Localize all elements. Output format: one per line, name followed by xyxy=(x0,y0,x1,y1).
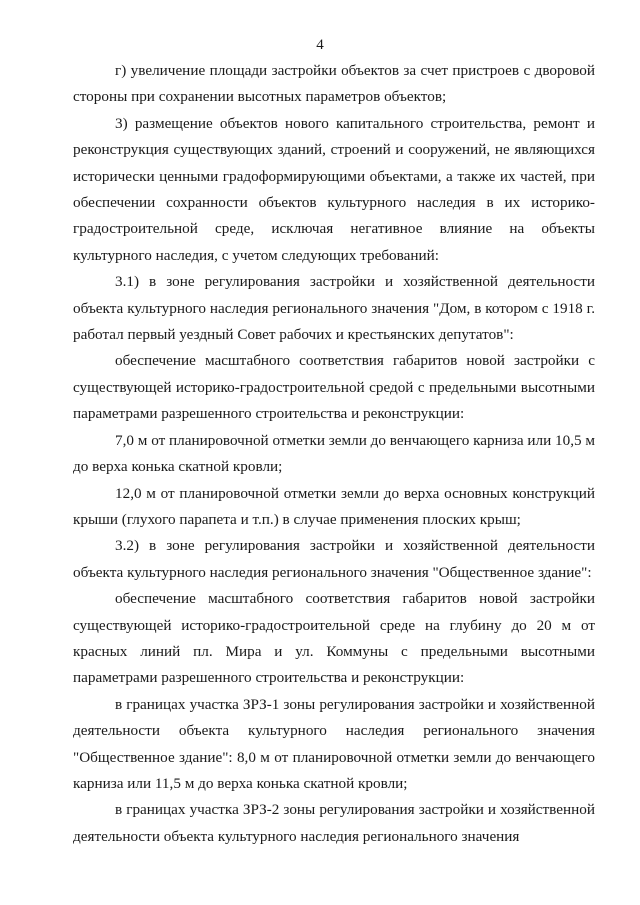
paragraph-3-new-construction: 3) размещение объектов нового капитального строительства, ремонт и реконструкция существующих зданий, строений и сооружений, не являющихся исторически ценными градоформирующими объектами, а также их частей, при обеспечении сохранности объектов культурного наследия в их историко-градостроительной среде, исключая негативное влияние на объекты культурного наследия, с учетом следующих требований: xyxy=(73,114,595,264)
paragraph-scale-compliance-1: обеспечение масштабного соответствия габаритов новой застройки с существующей историко-градостроительной средой с предельными высотными параметрами разрешенного строительства и реконструкции: xyxy=(73,352,595,423)
paragraph-zrz-2: в границах участка ЗРЗ-2 зоны регулирования застройки и хозяйственной деятельности объекта культурного наследия регионального значения xyxy=(73,801,595,845)
paragraph-zrz-1: в границах участка ЗРЗ-1 зоны регулирования застройки и хозяйственной деятельности объекта культурного наследия регионального значения "Общественное здание": 8,0 м от планировочной отметки земли до венчающего карниза или 11,5 м до верха конька скатной кровли; xyxy=(73,695,595,792)
paragraph-g-building-area: г) увеличение площади застройки объектов за счет пристроев с дворовой стороны при сохранении высотных параметров объектов; xyxy=(73,62,595,106)
paragraph-height-7m: 7,0 м от планировочной отметки земли до венчающего карниза или 10,5 м до верха конька скатной кровли; xyxy=(73,431,595,476)
paragraph-3-1-zone-soviet-house: 3.1) в зоне регулирования застройки и хозяйственной деятельности объекта культурного наследия регионального значения "Дом, в котором с 1918 г. работал первый уездный Совет рабочих и крестьянских депутатов": xyxy=(73,273,595,344)
page-number: 4 xyxy=(316,37,324,53)
paragraph-scale-compliance-2: обеспечение масштабного соответствия габаритов новой застройки существующей историко-градостроительной среде на глубину до 20 м от красных линий пл. Мира и ул. Коммуны с предельными высотными параметрами разрешенного строительства и реконструкции: xyxy=(73,590,595,687)
document-body xyxy=(73,58,595,850)
paragraph-3-2-zone-public-building: 3.2) в зоне регулирования застройки и хозяйственной деятельности объекта культурного наследия регионального значения "Общественное здание": xyxy=(73,537,595,581)
paragraph-height-12m: 12,0 м от планировочной отметки земли до верха основных конструкций крыши (глухого парапета и т.п.) в случае применения плоских крыш; xyxy=(73,484,595,528)
